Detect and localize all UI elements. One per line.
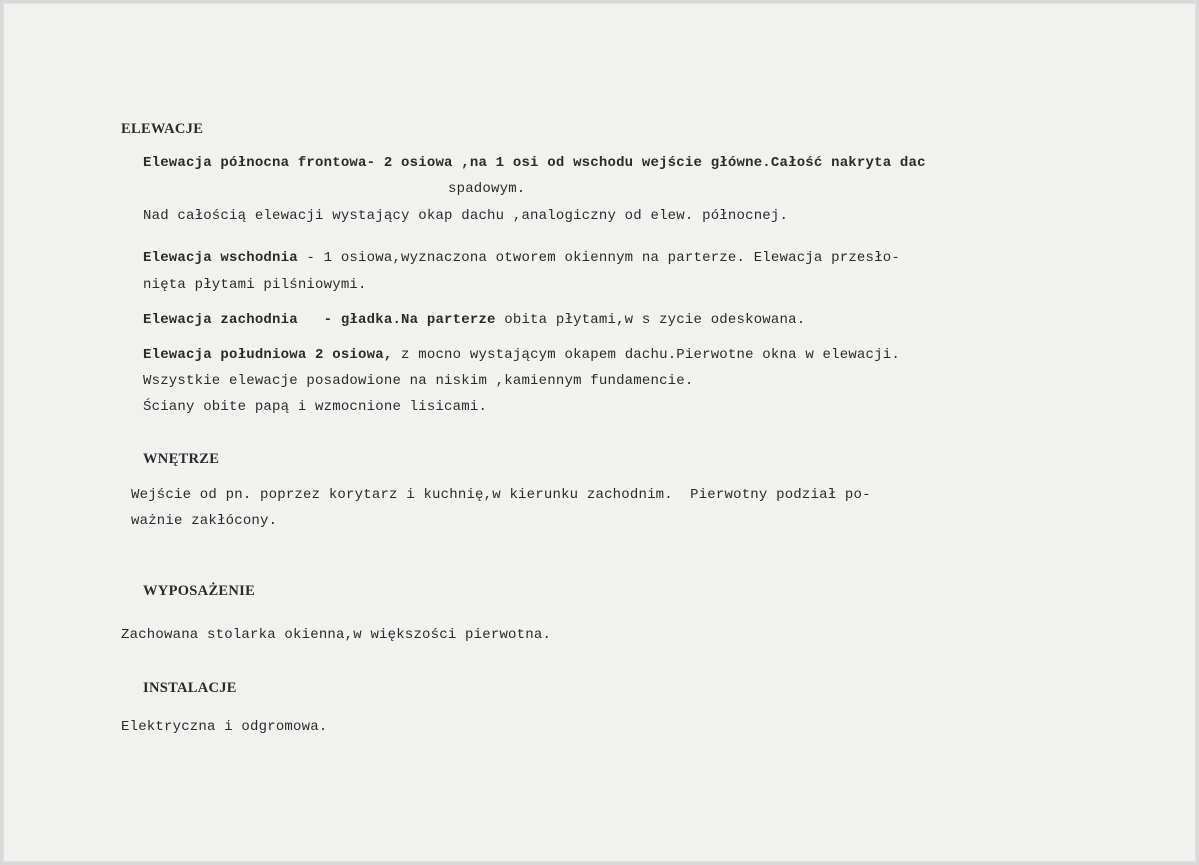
- wnetrze-line-2: ważnie zakłócony.: [131, 513, 278, 529]
- walls-line: Ściany obite papą i wzmocnione lisicami.: [143, 399, 488, 415]
- south-elevation-line: [143, 346, 900, 364]
- north-elevation-continuation: spadowym.: [448, 181, 526, 197]
- wyposazenie-heading: WYPOSAŻENIE: [143, 583, 256, 599]
- roof-overhang-line: Nad całością elewacji wystający okap dachu ,analogiczny od elew. północnej.: [143, 208, 789, 224]
- wnetrze-heading: WNĘTRZE: [143, 451, 220, 467]
- east-elevation-text: - 1 osiowa,wyznaczona otworem okiennym na parterze. Elewacja przesło-: [297, 250, 900, 266]
- north-elevation-line: Elewacja północna frontowa- 2 osiowa ,na 1 osi od wschodu wejście główne.Całość nakryta dac: [143, 155, 926, 171]
- document-card: [3, 3, 1196, 862]
- west-elevation-line: [143, 311, 805, 329]
- wnetrze-line-1: Wejście od pn. poprzez korytarz i kuchnię,w kierunku zachodnim. Pierwotny podział po-: [131, 487, 871, 503]
- south-elevation-text: z mocno wystającym okapem dachu.Pierwotne okna w elewacji.: [392, 347, 900, 363]
- instalacje-heading: INSTALACJE: [143, 680, 237, 696]
- south-elevation-label: Elewacja południowa 2 osiowa,: [143, 347, 393, 363]
- east-elevation-continuation: nięta płytami pilśniowymi.: [143, 277, 367, 293]
- instalacje-text: Elektryczna i odgromowa.: [121, 719, 328, 735]
- east-elevation-label: Elewacja wschodnia: [143, 250, 298, 266]
- wyposazenie-text: Zachowana stolarka okienna,w większości pierwotna.: [121, 627, 552, 643]
- east-elevation-line: [143, 249, 900, 267]
- west-elevation-label: Elewacja zachodnia - gładka.Na parterze: [143, 312, 496, 328]
- foundation-line: Wszystkie elewacje posadowione na niskim ,kamiennym fundamencie.: [143, 373, 694, 389]
- elewacje-heading: ELEWACJE: [121, 121, 204, 137]
- west-elevation-text: obita płytami,w s zycie odeskowana.: [495, 312, 806, 328]
